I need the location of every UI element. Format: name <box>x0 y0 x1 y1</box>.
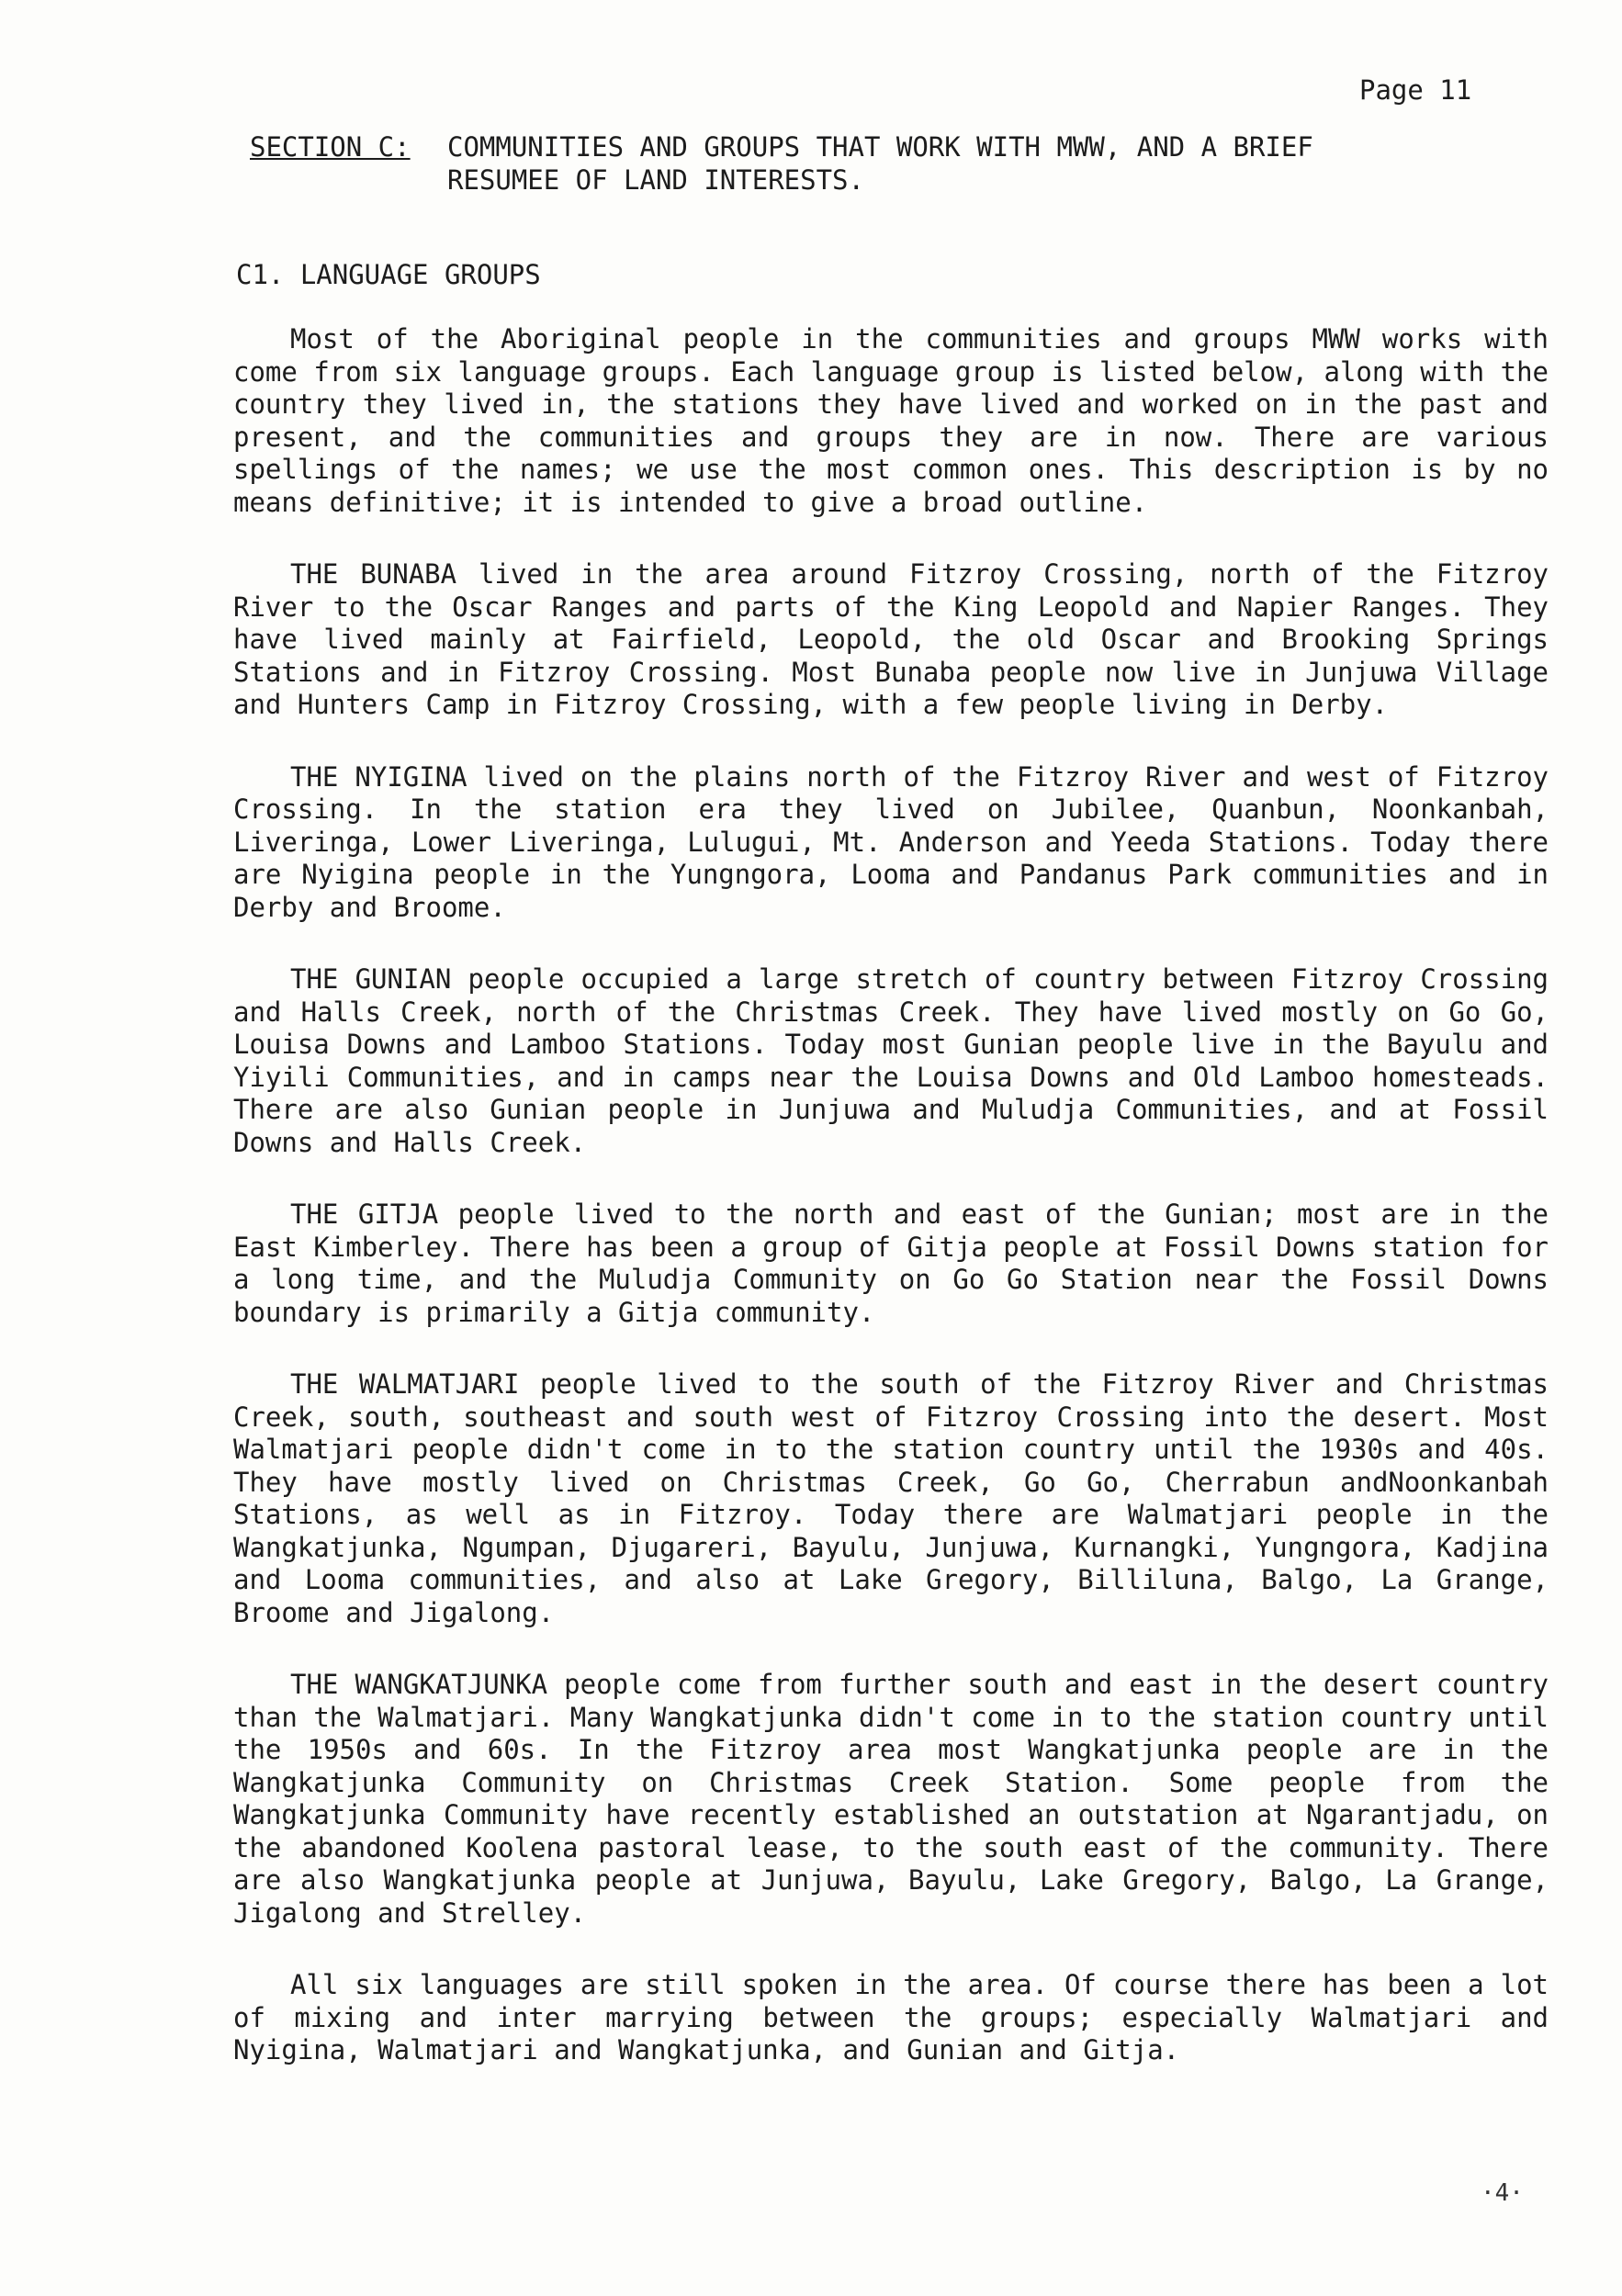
paragraph-nyigina: THE NYIGINA lived on the plains north of the Fitzroy River and west of Fitzroy Crossing. In the station era they lived on Jubilee, Quanbun, Noonkanbah, Liveringa, Lower Liveringa, Lulugui, Mt. Anderson and Yeeda Stations. Today there are Nyigina people in the Yungngora, Looma and Pandanus Park communities and in Derby and Broome. <box>233 760 1549 923</box>
paragraph-bunaba: THE BUNABA lived in the area around Fitzroy Crossing, north of the Fitzroy River to the Oscar Ranges and parts of the King Leopold and Napier Ranges. They have lived mainly at Fairfield, Leopold, the old Oscar and Brooking Springs Stations and in Fitzroy Crossing. Most Bunaba people now live in Junjuwa Village and Hunters Camp in Fitzroy Crossing, with a few people living in Derby. <box>233 558 1549 720</box>
subsection-heading: C1. LANGUAGE GROUPS <box>236 259 541 290</box>
paragraph-walmatjari: THE WALMATJARI people lived to the south of the Fitzroy River and Christmas Creek, south, southeast and south west of Fitzroy Crossing into the desert. Most Walmatjari people didn't come in to the station country until the 1930s and 40s. They have mostly lived on Christmas Creek, Go Go, Cherrabun andNoonkanbah Stations, as well as in Fitzroy. Today there are Walmatjari people in the Wangkatjunka, Ngumpan, Djugareri, Bayulu, Junjuwa, Kurnangki, Yungngora, Kadjina and Looma communities, and also at Lake Gregory, Billiluna, Balgo, La Grange, Broome and Jigalong. <box>233 1368 1549 1628</box>
section-title: COMMUNITIES AND GROUPS THAT WORK WITH MWW, AND A BRIEF RESUMEE OF LAND INTERESTS. <box>447 131 1313 196</box>
paragraph-intro: Most of the Aboriginal people in the communities and groups MWW works with come from six language groups. Each language group is listed below, along with the country they lived in, the stations they have lived and worked on in the past and present, and the communities and groups they are in now. There are various spellings of the names; we use the most common ones. This description is by no means definitive; it is intended to give a broad outline. <box>233 323 1549 518</box>
bottom-mark: ·4· <box>1481 2179 1524 2207</box>
paragraph-conclusion: All six languages are still spoken in the area. Of course there has been a lot of mixing and inter marrying between the groups; especially Walmatjari and Nyigina, Walmatjari and Wangkatjunka, and Gunian and Gitja. <box>233 1969 1549 2065</box>
paragraph-wangkatjunka: THE WANGKATJUNKA people come from further south and east in the desert country than the Walmatjari. Many Wangkatjunka didn't come in to the station country until the 1950s and 60s. In the Fitzroy area most Wangkatjunka people are in the Wangkatjunka Community on Christmas Creek Station. Some people from the Wangkatjunka Community have recently established an outstation at Ngarantjadu, on the abandoned Koolena pastoral lease, to the south east of the community. There are also Wangkatjunka people at Junjuwa, Bayulu, Lake Gregory, Balgo, La Grange, Jigalong and Strelley. <box>233 1669 1549 1929</box>
body-text <box>233 323 1549 2107</box>
section-label: SECTION C: <box>250 131 411 163</box>
section-heading <box>250 130 1444 197</box>
page-number: Page 11 <box>1359 74 1472 106</box>
paragraph-gitja: THE GITJA people lived to the north and east of the Gunian; most are in the East Kimberley. There has been a group of Gitja people at Fossil Downs station for a long time, and the Muludja Community on Go Go Station near the Fossil Downs boundary is primarily a Gitja community. <box>233 1199 1549 1328</box>
paragraph-gunian: THE GUNIAN people occupied a large stretch of country between Fitzroy Crossing and Halls Creek, north of the Christmas Creek. They have lived mostly on Go Go, Louisa Downs and Lamboo Stations. Today most Gunian people live in the Bayulu and Yiyili Communities, and in camps near the Louisa Downs and Old Lamboo homesteads. There are also Gunian people in Junjuwa and Muludja Communities, and at Fossil Downs and Halls Creek. <box>233 963 1549 1158</box>
